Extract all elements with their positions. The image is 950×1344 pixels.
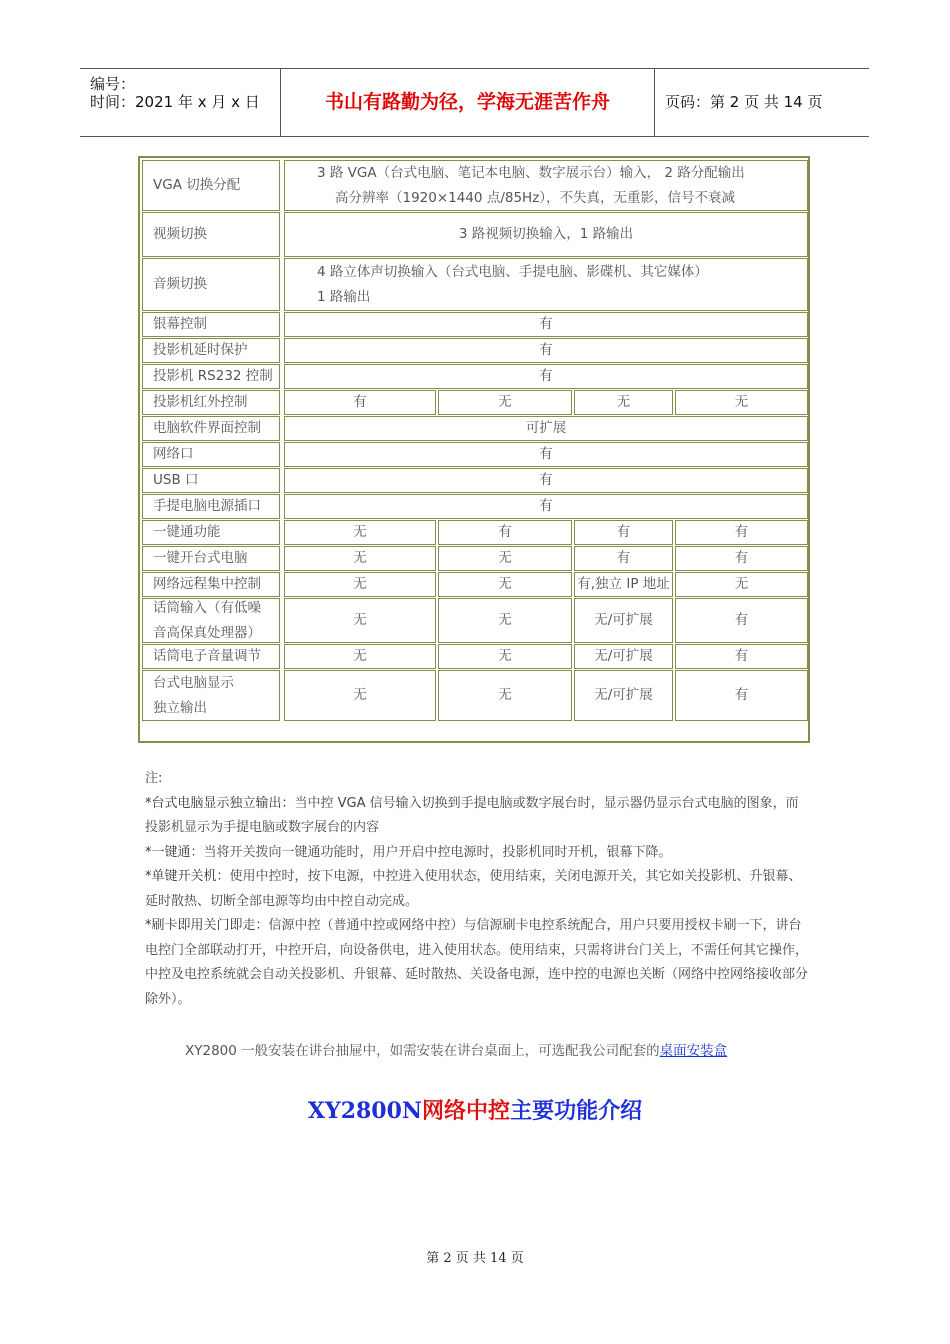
row-value-cell: 有 bbox=[284, 390, 436, 415]
row-value-cell: 无/可扩展 bbox=[574, 598, 673, 643]
row-label bbox=[142, 364, 280, 389]
row-value-cell: 有 bbox=[675, 546, 808, 571]
section-title-model: XY2800N bbox=[307, 1098, 423, 1124]
note-term: *单键开关机： bbox=[145, 869, 230, 884]
row-label bbox=[142, 212, 280, 257]
note-text: 当将开关拨向一键通功能时，用户开启中控电源时，投影机同时开机，银幕下降。 bbox=[203, 844, 672, 860]
page-info: 页码：第 2 页 共 14 页 bbox=[665, 93, 823, 111]
row-value-cell: 有 bbox=[284, 494, 808, 519]
header-meta bbox=[80, 69, 281, 136]
row-value-cell: 无 bbox=[438, 572, 572, 597]
row-label-line: 音高保真处理器） bbox=[153, 624, 261, 641]
note-term: *台式电脑显示独立输出： bbox=[145, 795, 295, 811]
row-label bbox=[142, 670, 280, 721]
row-value-cell: 无 bbox=[574, 390, 673, 415]
row-label bbox=[142, 258, 280, 311]
header-motto: 书山有路勤为径，学海无涯苦作舟 bbox=[281, 69, 655, 136]
row-value-cell: 无 bbox=[675, 572, 808, 597]
section-title-product: 网络中控 bbox=[422, 1098, 511, 1124]
row-value-cell: 无 bbox=[284, 572, 436, 597]
row-label-text: 网络远程集中控制 bbox=[153, 576, 261, 592]
row-value-cell: 有 bbox=[675, 520, 808, 545]
row-label-text: 投影机延时保护 bbox=[153, 342, 248, 358]
row-value-line: 1 路输出 bbox=[317, 288, 371, 305]
row-value-cell: 无 bbox=[675, 390, 808, 415]
row-value-cell: 有 bbox=[675, 598, 808, 643]
row-value-cell: 有 bbox=[284, 338, 808, 363]
row-value-cell: 有 bbox=[284, 468, 808, 493]
row-value-line: 4 路立体声切换输入（台式电脑、手提电脑、影碟机、其它媒体） bbox=[317, 263, 708, 280]
row-label bbox=[142, 546, 280, 571]
row-label bbox=[142, 442, 280, 467]
row-label-line: 话筒输入（有低噪 bbox=[153, 599, 261, 616]
install-text: XY2800 一般安装在讲台抽屉中，如需安装在讲台桌面上，可选配我公司配套的 bbox=[185, 1043, 660, 1059]
row-label bbox=[142, 390, 280, 415]
row-label-text bbox=[153, 596, 261, 646]
code-label: 编号： bbox=[90, 75, 136, 93]
row-label bbox=[142, 494, 280, 519]
row-value-cell bbox=[284, 160, 808, 211]
page-footer: 第 2 页 共 14 页 bbox=[426, 1251, 524, 1266]
row-value-cell: 有 bbox=[675, 644, 808, 669]
desktop-box-link[interactable]: 桌面安装盒 bbox=[659, 1043, 728, 1059]
section-title-rest: 主要功能介绍 bbox=[510, 1098, 643, 1124]
row-value-cell: 无 bbox=[284, 546, 436, 571]
row-label-text: 一键通功能 bbox=[153, 524, 221, 540]
row-value-cell: 有,独立 IP 地址 bbox=[574, 572, 673, 597]
row-label bbox=[142, 338, 280, 363]
row-value-cell: 有 bbox=[574, 546, 673, 571]
row-label-text: 手提电脑电源插口 bbox=[153, 498, 261, 514]
row-label-text: 银幕控制 bbox=[153, 316, 207, 332]
row-label bbox=[142, 416, 280, 441]
row-label-line: 独立输出 bbox=[153, 699, 207, 716]
spec-table bbox=[138, 156, 810, 743]
row-label-text: USB 口 bbox=[153, 472, 199, 488]
row-value-cell: 无 bbox=[438, 546, 572, 571]
row-value-cell: 3 路视频切换输入，1 路输出 bbox=[284, 212, 808, 257]
note-item bbox=[145, 792, 810, 841]
note-item bbox=[145, 914, 810, 1012]
row-value-cell: 无 bbox=[284, 520, 436, 545]
row-value-cell: 有 bbox=[675, 670, 808, 721]
note-item bbox=[145, 841, 810, 866]
row-label bbox=[142, 572, 280, 597]
row-label-text: 一键开台式电脑 bbox=[153, 550, 248, 566]
note-text: 当中控 VGA 信号输入切换到手提电脑或数字展台时，显示器仍显示台式电脑的图象，而投影机显示为手提电脑或数字展台的内容 bbox=[145, 795, 799, 835]
row-value-cell: 无 bbox=[284, 598, 436, 643]
row-value-cell: 有 bbox=[284, 312, 808, 337]
row-value-cell: 无 bbox=[438, 644, 572, 669]
date-line: 时间：2021 年 x 月 x 日 bbox=[90, 93, 260, 111]
row-value-cell: 有 bbox=[574, 520, 673, 545]
notes-heading: 注: bbox=[145, 771, 163, 786]
row-value-cell: 可扩展 bbox=[284, 416, 808, 441]
row-label bbox=[142, 520, 280, 545]
note-text: 使用中控时，按下电源，中控进入使用状态，使用结束，关闭电源开关，其它如关投影机、升银幕、延时散热、切断全部电源等均由中控自动完成。 bbox=[145, 869, 802, 909]
row-value-cell: 无 bbox=[284, 670, 436, 721]
row-value-cell bbox=[284, 258, 808, 311]
row-value-cell: 无 bbox=[438, 598, 572, 643]
row-value-cell: 有 bbox=[284, 442, 808, 467]
row-label-text bbox=[153, 671, 234, 721]
row-value-cell: 无 bbox=[438, 670, 572, 721]
note-text: 信源中控（普通中控或网络中控）与信源刷卡电控系统配合，用户只要用授权卡刷一下，讲台电控门全部联动打开，中控开启，向设备供电，进入使用状态。使用结束，只需将讲台门关上，不需任何其它操作，中控及电控系统就会自动关投影机、升银幕、延时散热、关设备电源，连中控的电源也关断（网络中控网络接收部分除外）。 bbox=[145, 918, 809, 1007]
install-note bbox=[185, 1039, 727, 1059]
row-label-text: 网络口 bbox=[153, 446, 194, 462]
row-value-cell: 有 bbox=[438, 520, 572, 545]
row-value-cell: 无 bbox=[284, 644, 436, 669]
row-label-line: 台式电脑显示 bbox=[153, 674, 234, 691]
row-label bbox=[142, 644, 280, 669]
row-value-cell: 无/可扩展 bbox=[574, 670, 673, 721]
row-label-text: VGA 切换分配 bbox=[153, 177, 241, 193]
row-value-cell: 无/可扩展 bbox=[574, 644, 673, 669]
row-label bbox=[142, 312, 280, 337]
row-label-text: 视频切换 bbox=[153, 226, 207, 242]
row-value-cell: 无 bbox=[438, 390, 572, 415]
note-term: *一键通： bbox=[145, 844, 204, 860]
page-header bbox=[80, 68, 869, 137]
row-value-line: 高分辨率（1920×1440 点/85Hz），不失真，无重影，信号不衰减 bbox=[335, 189, 736, 206]
row-label-text: 话筒电子音量调节 bbox=[153, 648, 261, 664]
row-label-text: 电脑软件界面控制 bbox=[153, 420, 261, 436]
notes-section bbox=[145, 767, 810, 1012]
note-term: *刷卡即用关门即走： bbox=[145, 918, 269, 933]
row-label bbox=[142, 468, 280, 493]
row-label-text: 音频切换 bbox=[153, 276, 207, 292]
note-item bbox=[145, 865, 810, 914]
row-label-text: 投影机红外控制 bbox=[153, 394, 248, 410]
row-label bbox=[142, 598, 280, 643]
section-title bbox=[0, 1094, 950, 1125]
row-label bbox=[142, 160, 280, 211]
row-value-line: 3 路 VGA（台式电脑、笔记本电脑、数字展示台）输入， 2 路分配输出 bbox=[317, 164, 745, 181]
row-label-text: 投影机 RS232 控制 bbox=[153, 368, 273, 384]
row-value-cell: 有 bbox=[284, 364, 808, 389]
